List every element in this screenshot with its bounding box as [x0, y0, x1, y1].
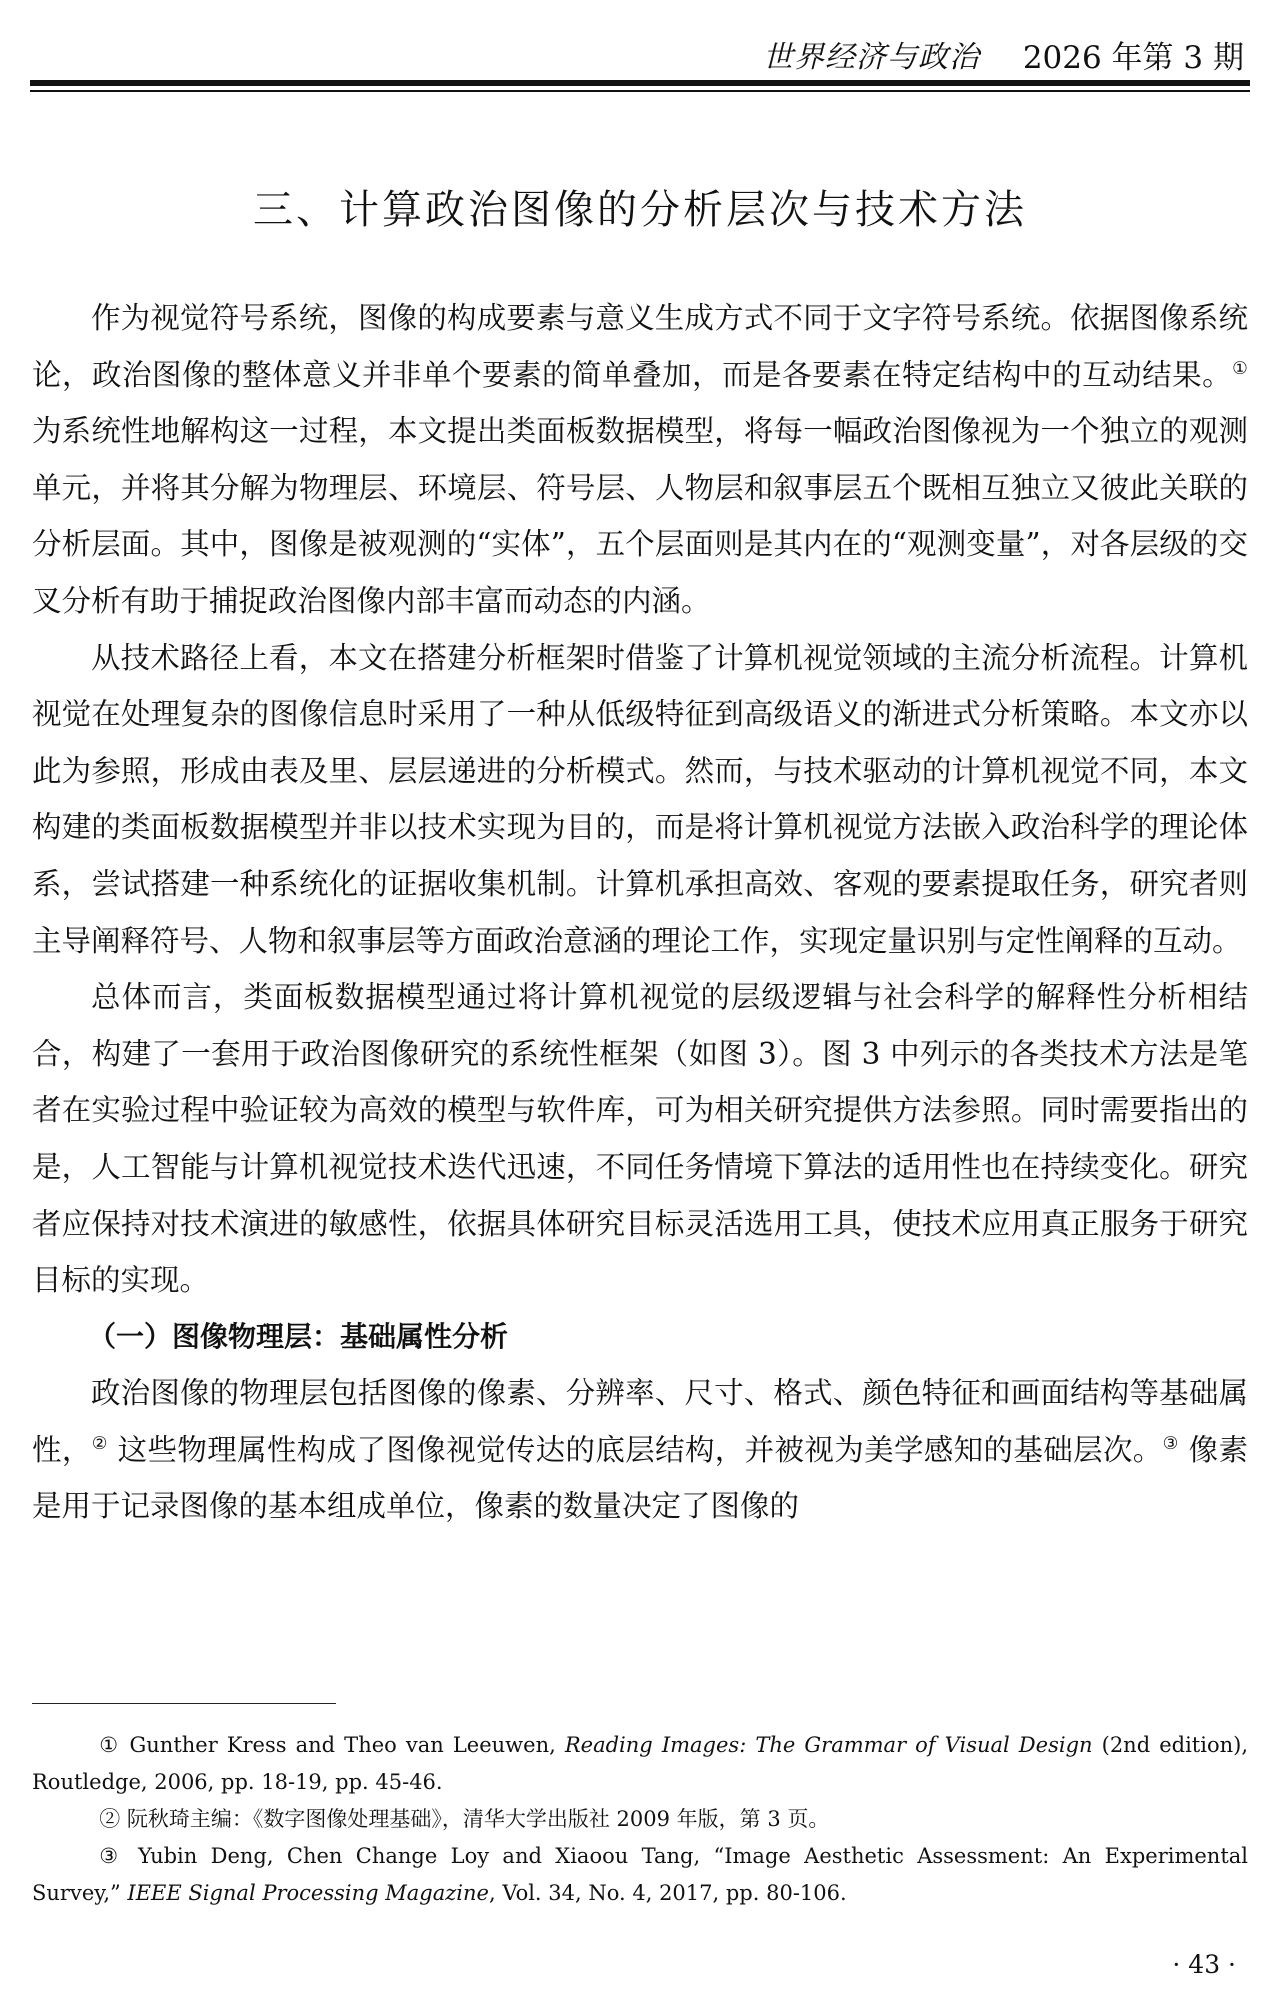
footnote-2 [32, 1801, 1248, 1838]
paragraph-text: 像素是用于记录图像的基本组成单位，像素的数量决定了图像的 [32, 1432, 1248, 1524]
header-rule-thick [30, 80, 1250, 86]
section-title: 三、计算政治图像的分析层次与技术方法 [253, 187, 1027, 233]
footnote-title: Reading Images: The Grammar of Visual Design [564, 1733, 1093, 1757]
subsection-title: （一）图像物理层：基础属性分析 [88, 1319, 509, 1353]
paragraph-text: 总体而言，类面板数据模型通过将计算机视觉的层级逻辑与社会科学的解释性分析相结合，构建了一套用于政治图像研究的系统性框架（如图 3）。图 3 中列示的各类技术方法是笔者在实验过程中验证较为高效的模型与软件库，可为相关研究提供方法参照。同时需要指出的是，人工智能与计算机视觉技术迭代迅速，不同任务情境下算法的适用性也在持续变化。研究者应保持对技术演进的敏感性，依据具体研究目标灵活选用工具，使技术应用真正服务于研究目标的实现。 [32, 980, 1248, 1298]
footnote-title: IEEE Signal Processing Magazine [127, 1881, 489, 1905]
paragraph-text: 政治图像的物理层包括图像的像素、分辨率、尺寸、格式、颜色特征和画面结构等基础属性， [32, 1376, 1248, 1467]
body-text [32, 290, 1248, 1535]
page-number: · 43 · [1172, 1950, 1236, 1979]
footnote-mark: ② [99, 1807, 121, 1831]
footnote-3 [32, 1838, 1248, 1912]
paragraph-text: 作为视觉符号系统，图像的构成要素与意义生成方式不同于文字符号系统。依据图像系统论，政治图像的整体意义并非单个要素的简单叠加，而是各要素在特定结构中的互动结果。 [32, 301, 1248, 392]
header-rule-thin [30, 90, 1250, 92]
footnote-ref-3[interactable]: ③ [1162, 1434, 1179, 1455]
footnote-ref-1[interactable]: ① [1232, 358, 1248, 379]
footnote-text: , Vol. 34, No. 4, 2017, pp. 80-106. [488, 1881, 847, 1905]
footnote-text: (2nd edition), Routledge, 2006, pp. 18-19, pp. 45-46. [32, 1733, 1249, 1794]
paragraph-4 [32, 1365, 1248, 1535]
paragraph-1 [32, 290, 1248, 630]
paragraph-text: 为系统性地解构这一过程，本文提出类面板数据模型，将每一幅政治图像视为一个独立的观测单元，并将其分解为物理层、环境层、符号层、人物层和叙事层五个既相互独立又彼此关联的分析层面。其中，图像是被观测的“实体”，五个层面则是其内在的“观测变量”，对各层级的交叉分析有助于捕捉政治图像内部丰富而动态的内涵。 [32, 414, 1248, 618]
paragraph-text: 从技术路径上看，本文在搭建分析框架时借鉴了计算机视觉领域的主流分析流程。计算机视觉在处理复杂的图像信息时采用了一种从低级特征到高级语义的渐进式分析策略。本文亦以此为参照，形成由表及里、层层递进的分析模式。然而，与技术驱动的计算机视觉不同，本文构建的类面板数据模型并非以技术实现为目的，而是将计算机视觉方法嵌入政治科学的理论体系，尝试搭建一种系统化的证据收集机制。计算机承担高效、客观的要素提取任务，研究者则主导阐释符号、人物和叙事层等方面政治意涵的理论工作，实现定量识别与定性阐释的互动。 [32, 640, 1248, 958]
footnote-text: Gunther Kress and Theo van Leeuwen, [120, 1733, 565, 1757]
issue-label: 2026 年第 3 期 [1022, 40, 1244, 76]
footnote-1 [32, 1727, 1248, 1801]
footnote-text: 阮秋琦主编：《数字图像处理基础》，清华大学出版社 2009 年版，第 3 页。 [120, 1807, 830, 1831]
footnotes [32, 1727, 1248, 1912]
footnote-mark: ① [99, 1733, 121, 1757]
journal-name: 世界经济与政治 [763, 40, 980, 75]
paragraph-2 [32, 630, 1248, 970]
paragraph-text: 这些物理属性构成了图像视觉传达的底层结构，并被视为美学感知的基础层次。 [107, 1432, 1163, 1467]
footnote-mark: ③ [99, 1844, 125, 1868]
footnote-ref-2[interactable]: ② [91, 1434, 108, 1455]
running-header [30, 22, 1250, 78]
footnote-text: Yubin Deng, Chen Change Loy and Xiaoou Tang, “Image Aesthetic Assessment: An Experimental Survey,” [32, 1844, 1248, 1905]
footnote-divider [32, 1703, 336, 1704]
paragraph-3 [32, 969, 1248, 1309]
